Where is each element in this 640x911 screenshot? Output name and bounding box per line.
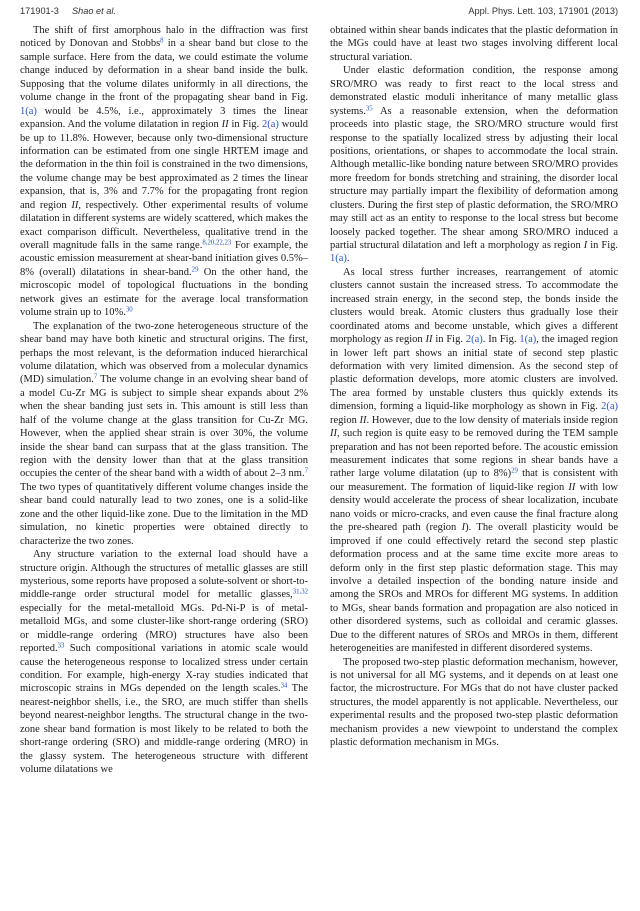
citation-superscript[interactable]: 34 [280,682,288,690]
text-run[interactable]: The two types of quantitatively different volume changes inside the shear band could naturally lead to two zones, one is a solid-like zone and the other liquid-like zone. Due to the limitation in the MD simulation, no kinetic properties were obtained directly to characterize the two zones. [20,481,308,547]
italic-region-label: II [221,119,229,131]
text-run[interactable]: As local stress further increases, rearrangement of atomic clusters cannot sustain the increased stress. To accommodate the increased strain energy, in the second step, the bonds inside the clusters would break. Atomic clusters thus gradually lose their coordinated atoms and become unstable, which gives a different morphology as region [330,266,618,346]
text-run[interactable]: in a shear band but close to the sample surface. Here from the data, we could estimate the volume change induced by deformation in a shear band inside the bulk. Supposing that the volume dilates uniformly in all directions, the volume change in the front of the propagating shear band in Fig. [20,38,308,104]
italic-region-label: II [359,414,367,426]
text-run[interactable]: , such region is quite easy to be removed during the TEM sample preparation and has not been reported before. The acoustic emission measurement indicates that some regions in shear bands have a rather large volume dilatation (up to 8%) [330,428,618,480]
citation-superscript[interactable]: 7 [304,467,308,475]
text-run[interactable]: The volume change in an evolving shear band of a model Cu-Zr MG is subject to simple shear expands about 2% when the shear banding just sets in. This amount is still less than half of the volume change at the glass transition for Cu-Zr MG. However, when the applied shear strain is over 30%, the volume inside the shear band can surpass that at the glass transition. The region with the density lower than that at the glass transition occupies the center of the shear band with a width of about 2–3 nm. [20,374,309,480]
citation-superscript[interactable]: 29 [191,266,199,274]
text-run[interactable]: in Fig. [228,119,262,131]
text-run[interactable]: , respectively. Other experimental results of volume dilatation in different systems are widely scattered, which makes the exact comparison difficult. Nevertheless, qualitative trend in the overall magnitude falls in the same range. [20,199,308,251]
citation-superscript[interactable]: 31,32 [292,588,308,596]
article-id: 171901-3 [20,6,59,16]
paragraph [20,320,308,548]
citation-superscript[interactable]: 33 [57,642,65,650]
text-run[interactable]: in Fig. [432,334,466,346]
text-run[interactable]: obtained within shear bands indicates that the plastic deformation in the MGs could have at least two stages involving different local structural variation. [330,25,618,63]
italic-region-label: II [71,199,79,211]
right-column [330,24,618,750]
text-run[interactable]: . [346,253,350,265]
paragraph [330,24,618,64]
figure-reference[interactable]: 2(a) [601,401,618,413]
italic-region-label: II [425,334,433,346]
citation-superscript[interactable]: 7 [93,373,98,381]
citation-superscript[interactable]: 35 [365,105,373,113]
text-run[interactable]: Such compositional variations in atomic scale would cause the heterogeneous response to localized stress under certain condition. For example, high-energy X-ray studies indicated that microscopic strains in MGs depended on the length scales. [20,643,308,695]
figure-reference[interactable]: 1(a) [519,334,537,346]
italic-region-label: II [330,428,337,440]
paragraph [20,548,308,776]
figure-reference[interactable]: 1(a) [20,105,37,117]
paragraph [330,64,618,266]
text-run[interactable]: For example, the acoustic emission measurement at shear-band initiation gives 0.5%–8% (overall) dilatations in shear-band. [20,240,308,278]
citation-superscript[interactable]: 30 [125,306,133,314]
text-run[interactable]: On the other hand, the microscopic model of topological fluctuations in the bonding network gives an estimate for the average local transformation volume strain up to 10%. [20,266,308,319]
left-column [20,24,308,777]
text-run[interactable]: with low density would accelerate the process of shear localization, incubate nano voids or micro-cracks, and even cause the final fracture along the pre-sheared path (region [330,481,618,534]
italic-region-label: I [583,240,588,251]
paragraph [20,24,308,320]
paragraph [330,266,618,656]
figure-reference[interactable]: 1(a) [330,253,347,265]
text-run[interactable]: that is consistent with our measurement. The formation of liquid-like region [330,468,618,493]
text-run[interactable]: Under elastic deformation condition, the response among SRO/MRO was ready to first react to the local stress and demonstrated elastic moduli inheritance of many metallic glass systems. [330,65,618,117]
text-run[interactable]: Any structure variation to the external load should have a structure origin. Although the structures of metallic glasses are still mysterious, some reports have proposed a solute-solvent or short-to-middle-range order structural model for metallic glasses, [20,549,308,601]
citation-superscript[interactable]: 8,20,22,23 [202,239,232,247]
text-run[interactable]: ). The overall plasticity would be improved if one could effectively retard the second step plastic deformation process and at the same time excite more areas to deform only in the first step plastic deformation stage. This may involve a detailed inspection of the bonding nature inside and among the SROs and MROs for different MG systems. In addition to MGs, shear bands formation and propagation are also noticed in other disordered systems, such as colloidal and ceramic glasses. Due to the different natures of SROs and MROs in them, different heterogeneities are manifested in different disordered systems. [330,522,618,655]
citation-superscript[interactable]: 8 [160,37,164,45]
italic-region-label: II [568,481,576,493]
text-run[interactable]: region [330,414,360,426]
running-header [20,6,618,20]
figure-reference[interactable]: 2(a) [465,334,483,346]
text-run[interactable]: The proposed two-step plastic deformation mechanism, however, is not universal for all MG systems, and it depends on at least one factor, the microstructure. For MGs that do not have cluster packed structures, the model apparently is not applicable. Nevertheless, our experimental results and the proposed two-step plastic deformation mechanism provides a new viewpoint to understand the complex plastic deformation mechanism in MGs. [330,656,618,749]
figure-reference[interactable]: 2(a) [261,119,279,131]
text-run[interactable]: , the imaged region in lower left part shows an initial state of second step plastic deformation with very limited dimension. As the second step of plastic deformation develops, more atomic clusters are involved. The area formed by unstable clusters thus quickly extends its dimension, forming a liquid-like morphology as shown in Fig. [330,334,618,413]
text-run[interactable]: The shift of first amorphous halo in the diffraction was first noticed by Donovan and Stobbs [20,25,308,50]
journal-citation: Appl. Phys. Lett. 103, 171901 (2013) [468,6,618,16]
citation-superscript[interactable]: 29 [511,467,518,475]
text-run[interactable]: The explanation of the two-zone heterogeneous structure of the shear band may have both kinetic and structural origins. The first, perhaps the most relevant, is the deformation induced hierarchical volume dilatation, which was observed from a molecular dynamics (MD) simulation. [20,320,308,386]
text-run[interactable]: As a reasonable extension, when the deformation proceeds into plastic stage, the SRO/MRO structure would first response to the spatially localized stress by adjusting their local positions, orientations, or shapes to accommodate the local strain. Although metallic-like bonding nature between SRO/MRO provides more freedom for bonds stretching and straining, the disorder local structure may partially impart the flexibility of deformation among clusters. During the first step of plastic deformation, the SRO/MRO may still act as an entity to response to the local stress but become loosely packed together. The shear among SRO/MRO induced a partial structural dilatation and left a morphology as region [330,105,618,251]
text-run[interactable]: . In Fig. [482,334,520,346]
text-run[interactable]: . However, due to the low density of materials inside region [366,414,619,426]
text-run[interactable]: would be up to 11.8%. However, because only two-dimensional structure information can be estimated from one single HRTEM image and the deformation in the thin foil is constrained in the two dimensions, the volume change may be best approximated as 2 times the linear expansion, that is, 3% and 7.7% for the propagating front region and region [20,119,308,211]
running-authors: Shao et al. [72,6,116,16]
paragraph [330,656,618,750]
text-run[interactable]: would be 4.5%, i.e., approximately 3 times the linear expansion. And the volume dilatation in region [20,105,308,131]
text-run[interactable]: in Fig. [587,240,618,251]
text-run[interactable]: The nearest-neighbor shells, i.e., the SRO, are much stiffer than shells beyond nearest-neighbor lengths. The structural change in the two-zone shear band formation is most likely to be related to both the short-range ordering (SRO) and middle-range ordering (MRO) in the glassy system. The heterogeneous structure with different volume dilatations we [20,683,308,776]
text-run[interactable]: especially for the metal-metalloid MGs. Pd-Ni-P is of metal-metalloid MGs, and some cluster-like short-range ordering (SRO) or middle-range ordering (MRO) structures have also been reported. [20,602,308,655]
italic-region-label: I [461,522,466,534]
